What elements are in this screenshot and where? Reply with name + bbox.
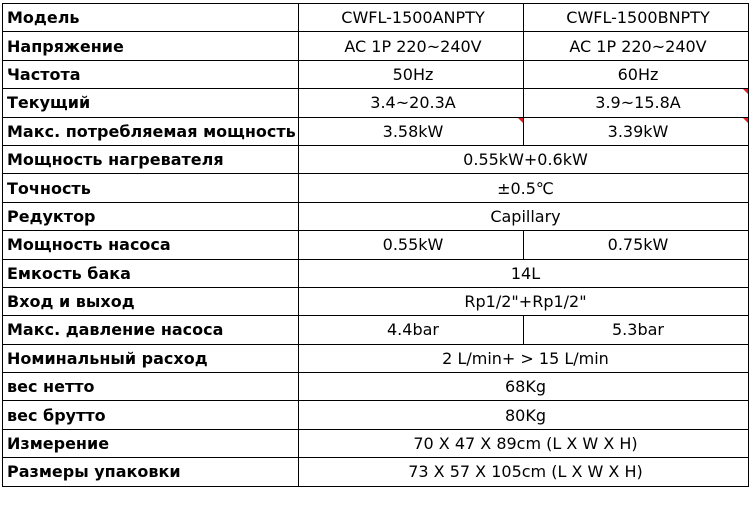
table-row: [3, 458, 749, 486]
table-row: [3, 202, 749, 230]
table-row: [3, 316, 749, 344]
max-power-b-cell: [524, 117, 749, 145]
package-dimensions-cell: 73 X 57 X 105cm (L X W X H): [299, 458, 749, 486]
frequency-b-cell: 60Hz: [524, 60, 749, 88]
pump-pressure-a-cell: 4.4bar: [299, 316, 524, 344]
table-row: [3, 117, 749, 145]
row-label-package-dimensions: Размеры упаковки: [3, 458, 299, 486]
row-label-dimensions: Измерение: [3, 429, 299, 457]
row-label-current: Текущий: [3, 89, 299, 117]
table-row: [3, 89, 749, 117]
row-label-rated-flow: Номинальный расход: [3, 344, 299, 372]
inlet-outlet-cell: Rp1/2"+Rp1/2": [299, 287, 749, 315]
table-row: [3, 60, 749, 88]
row-label-tank-capacity: Емкость бака: [3, 259, 299, 287]
current-b-value: 3.9~15.8A: [595, 93, 681, 113]
net-weight-cell: 68Kg: [299, 373, 749, 401]
row-label-gross-weight: вес брутто: [3, 401, 299, 429]
max-power-a-cell: [299, 117, 524, 145]
accuracy-cell: ±0.5℃: [299, 174, 749, 202]
row-label-voltage: Напряжение: [3, 32, 299, 60]
dimensions-cell: 70 X 47 X 89cm (L X W X H): [299, 429, 749, 457]
table-row: [3, 373, 749, 401]
rated-flow-cell: 2 L/min+ > 15 L/min: [299, 344, 749, 372]
spec-table: [2, 3, 749, 487]
pump-power-b-cell: 0.75kW: [524, 231, 749, 259]
row-label-net-weight: вес нетто: [3, 373, 299, 401]
gross-weight-cell: 80Kg: [299, 401, 749, 429]
voltage-a-cell: AC 1P 220~240V: [299, 32, 524, 60]
pump-power-a-cell: 0.55kW: [299, 231, 524, 259]
max-power-b-value: 3.39kW: [607, 121, 669, 141]
row-label-model: Модель: [3, 4, 299, 32]
table-row: [3, 287, 749, 315]
max-power-a-value: 3.58kW: [382, 121, 444, 141]
comment-marker-icon: [518, 118, 523, 123]
row-label-max-pump-pressure: Макс. давление насоса: [3, 316, 299, 344]
row-label-reducer: Редуктор: [3, 202, 299, 230]
model-b-cell: CWFL-1500BNPTY: [524, 4, 749, 32]
frequency-a-cell: 50Hz: [299, 60, 524, 88]
table-row: [3, 231, 749, 259]
tank-capacity-cell: 14L: [299, 259, 749, 287]
current-b-cell: [524, 89, 749, 117]
table-row: [3, 401, 749, 429]
comment-marker-icon: [743, 89, 748, 94]
row-label-inlet-outlet: Вход и выход: [3, 287, 299, 315]
table-row: [3, 259, 749, 287]
model-a-cell: CWFL-1500ANPTY: [299, 4, 524, 32]
row-label-frequency: Частота: [3, 60, 299, 88]
table-row: [3, 429, 749, 457]
table-row: [3, 32, 749, 60]
pump-pressure-b-cell: 5.3bar: [524, 316, 749, 344]
row-label-heater-power: Мощность нагревателя: [3, 145, 299, 173]
table-row: [3, 4, 749, 32]
current-a-cell: 3.4~20.3A: [299, 89, 524, 117]
voltage-b-cell: AC 1P 220~240V: [524, 32, 749, 60]
comment-marker-icon: [743, 118, 748, 123]
row-label-pump-power: Мощность насоса: [3, 231, 299, 259]
table-row: [3, 174, 749, 202]
heater-power-cell: 0.55kW+0.6kW: [299, 145, 749, 173]
reducer-cell: Capillary: [299, 202, 749, 230]
table-row: [3, 344, 749, 372]
table-row: [3, 145, 749, 173]
row-label-accuracy: Точность: [3, 174, 299, 202]
row-label-max-power: Макс. потребляемая мощность: [3, 117, 299, 145]
